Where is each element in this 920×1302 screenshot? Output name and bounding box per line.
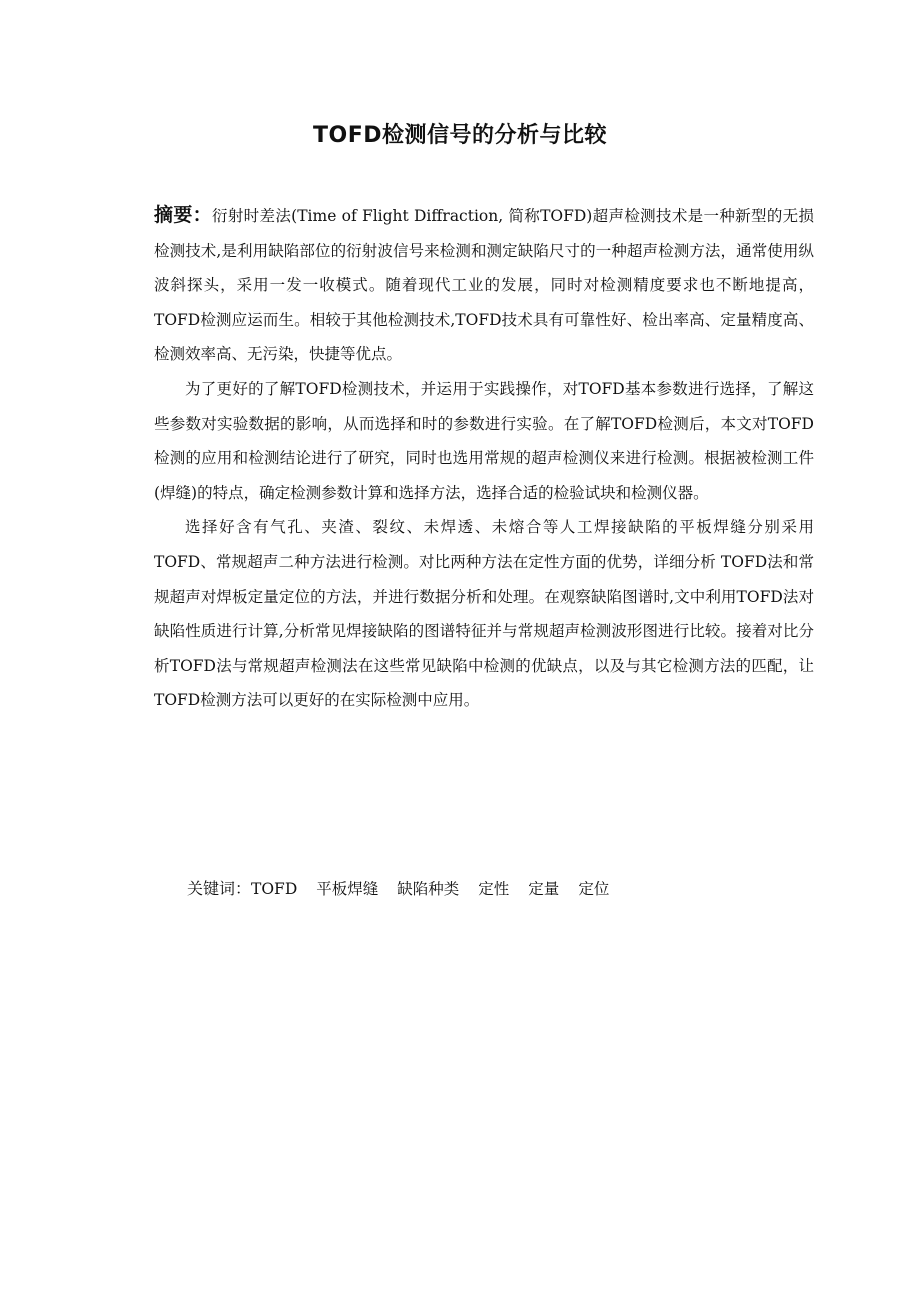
abstract-paragraph-1 [154, 198, 814, 372]
document-title: TOFD检测信号的分析与比较 [313, 123, 607, 148]
keyword-item: TOFD [251, 880, 298, 898]
keywords-line [187, 876, 628, 899]
keyword-item: 平板焊缝 [316, 880, 379, 898]
keyword-item: 定量 [528, 880, 560, 898]
keyword-item: 缺陷种类 [397, 880, 460, 898]
abstract-label: 摘要： [154, 204, 212, 226]
abstract-paragraph-3: 选择好含有气孔、夹渣、裂纹、未焊透、未熔合等人工焊接缺陷的平板焊缝分别采用TOFD、常规超声二种方法进行检测。对比两种方法在定性方面的优势，详细分析 TOFD法和常规超声对焊板定量定位的方法，并进行数据分析和处理。在观察缺陷图谱时,文中利用TOFD法对缺陷性质进行计算,分析常见焊接缺陷的图谱特征并与常规超声检测波形图进行比较。接着对比分析TOFD法与常规超声检测法在这些常见缺陷中检测的优缺点，以及与其它检测方法的匹配，让TOFD检测方法可以更好的在实际检测中应用。 [154, 518, 814, 710]
abstract-paragraph-2: 为了更好的了解TOFD检测技术，并运用于实践操作，对TOFD基本参数进行选择，了解这些参数对实验数据的影响，从而选择和时的参数进行实验。在了解TOFD检测后，本文对TOFD检测的应用和检测结论进行了研究，同时也选用常规的超声检测仪来进行检测。根据被检测工件(焊缝)的特点，确定检测参数计算和选择方法，选择合适的检验试块和检测仪器。 [154, 379, 814, 502]
keyword-item: 定位 [578, 880, 610, 898]
keywords-label: 关键词： [187, 879, 252, 898]
abstract-section [154, 198, 814, 718]
keyword-item: 定性 [478, 880, 510, 898]
abstract-paragraph-1-text: 衍射时差法(Time of Flight Diffraction, 简称TOFD)超声检测技术是一种新型的无损检测技术,是利用缺陷部位的衍射波信号来检测和测定缺陷尺寸的一种超声检测方法，通常使用纵波斜探头，采用一发一收模式。随着现代工业的发展，同时对检测精度要求也不断地提高，TOFD检测应运而生。相较于其他检测技术,TOFD技术具有可靠性好、检出率高、定量精度高、检测效率高、无污染，快捷等优点。 [154, 207, 814, 364]
